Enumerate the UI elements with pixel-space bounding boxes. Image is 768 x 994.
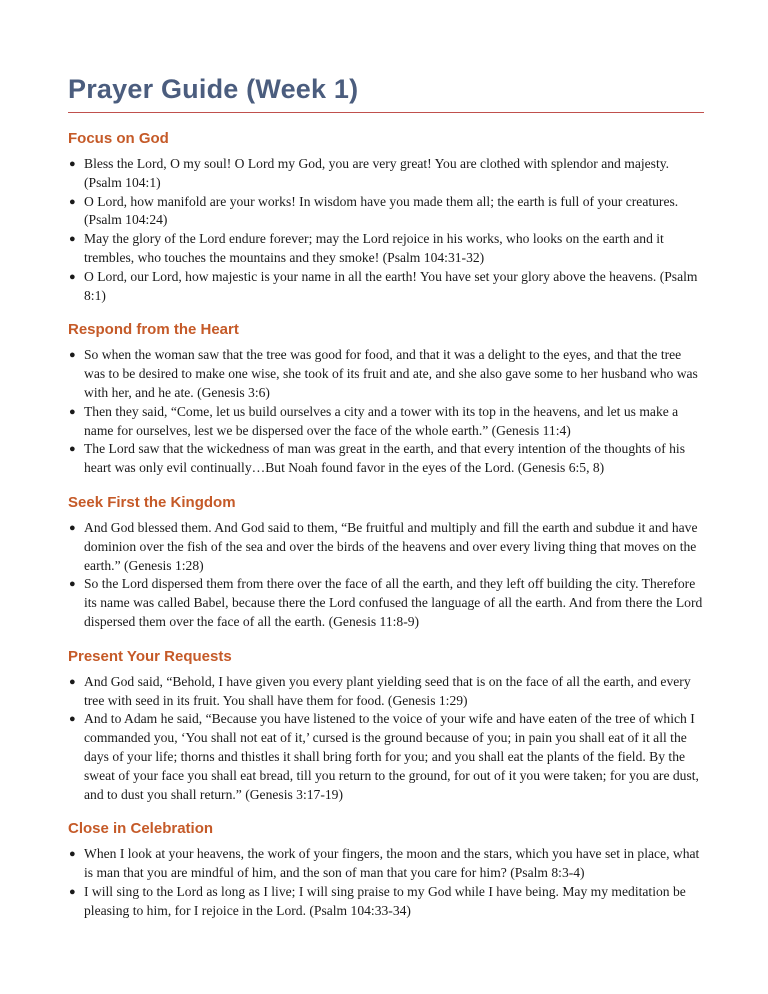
bullet-icon: ● bbox=[69, 405, 76, 418]
bullet-icon: ● bbox=[69, 885, 76, 898]
list-item bbox=[68, 403, 704, 441]
list-item-text: Bless the Lord, O my soul! O Lord my God, you are very great! You are clothed with splendor and majesty. (Psalm 104:1) bbox=[84, 156, 670, 190]
list-item bbox=[68, 155, 704, 193]
list-item-text: When I look at your heavens, the work of your fingers, the moon and the stars, which you have set in place, what is man that you are mindful of him, and the son of man that you care for him? (Psalm 8:3-4) bbox=[84, 846, 700, 881]
list-item bbox=[68, 346, 704, 402]
list-item bbox=[68, 673, 704, 711]
section-heading: Close in Celebration bbox=[68, 820, 214, 838]
list-item-text: So when the woman saw that the tree was good for food, and that it was a delight to the eyes, and that the tree was to be desired to make one wise, she took of its fruit and ate, and she also gave some to her husband who was with her, and he ate. (Genesis 3:6) bbox=[84, 347, 698, 400]
section-heading: Seek First the Kingdom bbox=[68, 493, 236, 511]
list-item bbox=[68, 575, 704, 631]
bullet-icon: ● bbox=[69, 578, 76, 591]
bullet-icon: ● bbox=[69, 521, 76, 534]
bullet-icon: ● bbox=[69, 713, 76, 726]
list-item-text: And to Adam he said, “Because you have listened to the voice of your wife and have eaten of the tree of which I commanded you, ‘You shall not eat of it,’ cursed is the ground because of you; in pain you shall eat of it all the days of your life; thorns and thistles it shall bring forth for you; and you shall eat the plants of the field. By the sweat of your face you shall eat bread, till you return to the ground, for out of it you were taken; for you are dust, and to dust you shall return.” (Genesis 3:17-19) bbox=[84, 711, 699, 802]
list-item-text: And God said, “Behold, I have given you every plant yielding seed that is on the face of all the earth, and every tree with seed in its fruit. You shall have them for food. (Genesis 1:29) bbox=[84, 673, 691, 708]
list-item bbox=[68, 710, 704, 804]
section-seek-first-the-kingdom bbox=[68, 493, 704, 632]
section-respond-from-the-heart bbox=[68, 320, 704, 478]
section-heading: Focus on God bbox=[68, 130, 169, 147]
list-item bbox=[68, 193, 704, 231]
bullet-list bbox=[68, 346, 704, 478]
section-present-your-requests bbox=[68, 647, 704, 805]
bullet-icon: ● bbox=[69, 848, 76, 861]
list-item-text: O Lord, how manifold are your works! In wisdom have you made them all; the earth is full of your creatures. (Psalm 104:24) bbox=[84, 193, 679, 228]
page-title: Prayer Guide (Week 1) bbox=[68, 72, 704, 113]
list-item-text: Then they said, “Come, let us build ourselves a city and a tower with its top in the heavens, and let us make a name for ourselves, lest we be dispersed over the face of the whole earth.” (Genesis 11:4) bbox=[84, 403, 679, 438]
bullet-icon: ● bbox=[69, 443, 76, 456]
bullet-icon: ● bbox=[69, 349, 76, 362]
section-focus-on-god bbox=[68, 129, 704, 305]
list-item bbox=[68, 845, 704, 883]
section-heading: Present Your Requests bbox=[68, 647, 232, 665]
bullet-icon: ● bbox=[69, 195, 76, 208]
section-heading: Respond from the Heart bbox=[68, 321, 239, 339]
list-item-text: The Lord saw that the wickedness of man was great in the earth, and that every intention of the thoughts of his heart was only evil continually…But Noah found favor in the eyes of the Lord. (Genesis 6:5, 8) bbox=[84, 441, 685, 476]
section-close-in-celebration bbox=[68, 819, 704, 920]
bullet-icon: ● bbox=[69, 270, 76, 283]
document-page bbox=[68, 72, 704, 921]
list-item bbox=[68, 883, 704, 921]
bullet-list bbox=[68, 519, 704, 632]
list-item bbox=[68, 519, 704, 575]
bullet-list bbox=[68, 155, 704, 305]
list-item bbox=[68, 268, 704, 306]
bullet-list bbox=[68, 845, 704, 920]
bullet-icon: ● bbox=[69, 675, 76, 688]
bullet-icon: ● bbox=[69, 158, 76, 170]
list-item bbox=[68, 440, 704, 478]
bullet-icon: ● bbox=[69, 233, 76, 246]
list-item-text: I will sing to the Lord as long as I live; I will sing praise to my God while I have being. May my meditation be pleasing to him, for I rejoice in the Lord. (Psalm 104:33-34) bbox=[84, 883, 686, 918]
list-item-text: So the Lord dispersed them from there over the face of all the earth, and they left off building the city. Therefore its name was called Babel, because there the Lord confused the language of all the earth. And from there the Lord dispersed them over the face of all the earth. (Genesis 11:8-9) bbox=[84, 576, 703, 629]
list-item bbox=[68, 230, 704, 268]
list-item-text: And God blessed them. And God said to them, “Be fruitful and multiply and fill the earth and subdue it and have dominion over the fish of the sea and over the birds of the heavens and over every living thing that moves on the earth.” (Genesis 1:28) bbox=[84, 519, 698, 573]
bullet-list bbox=[68, 673, 704, 805]
list-item-text: May the glory of the Lord endure forever; may the Lord rejoice in his works, who looks on the earth and it trembles, who touches the mountains and they smoke! (Psalm 104:31-32) bbox=[84, 231, 664, 265]
list-item-text: O Lord, our Lord, how majestic is your name in all the earth! You have set your glory above the heavens. (Psalm 8:1) bbox=[84, 268, 698, 303]
